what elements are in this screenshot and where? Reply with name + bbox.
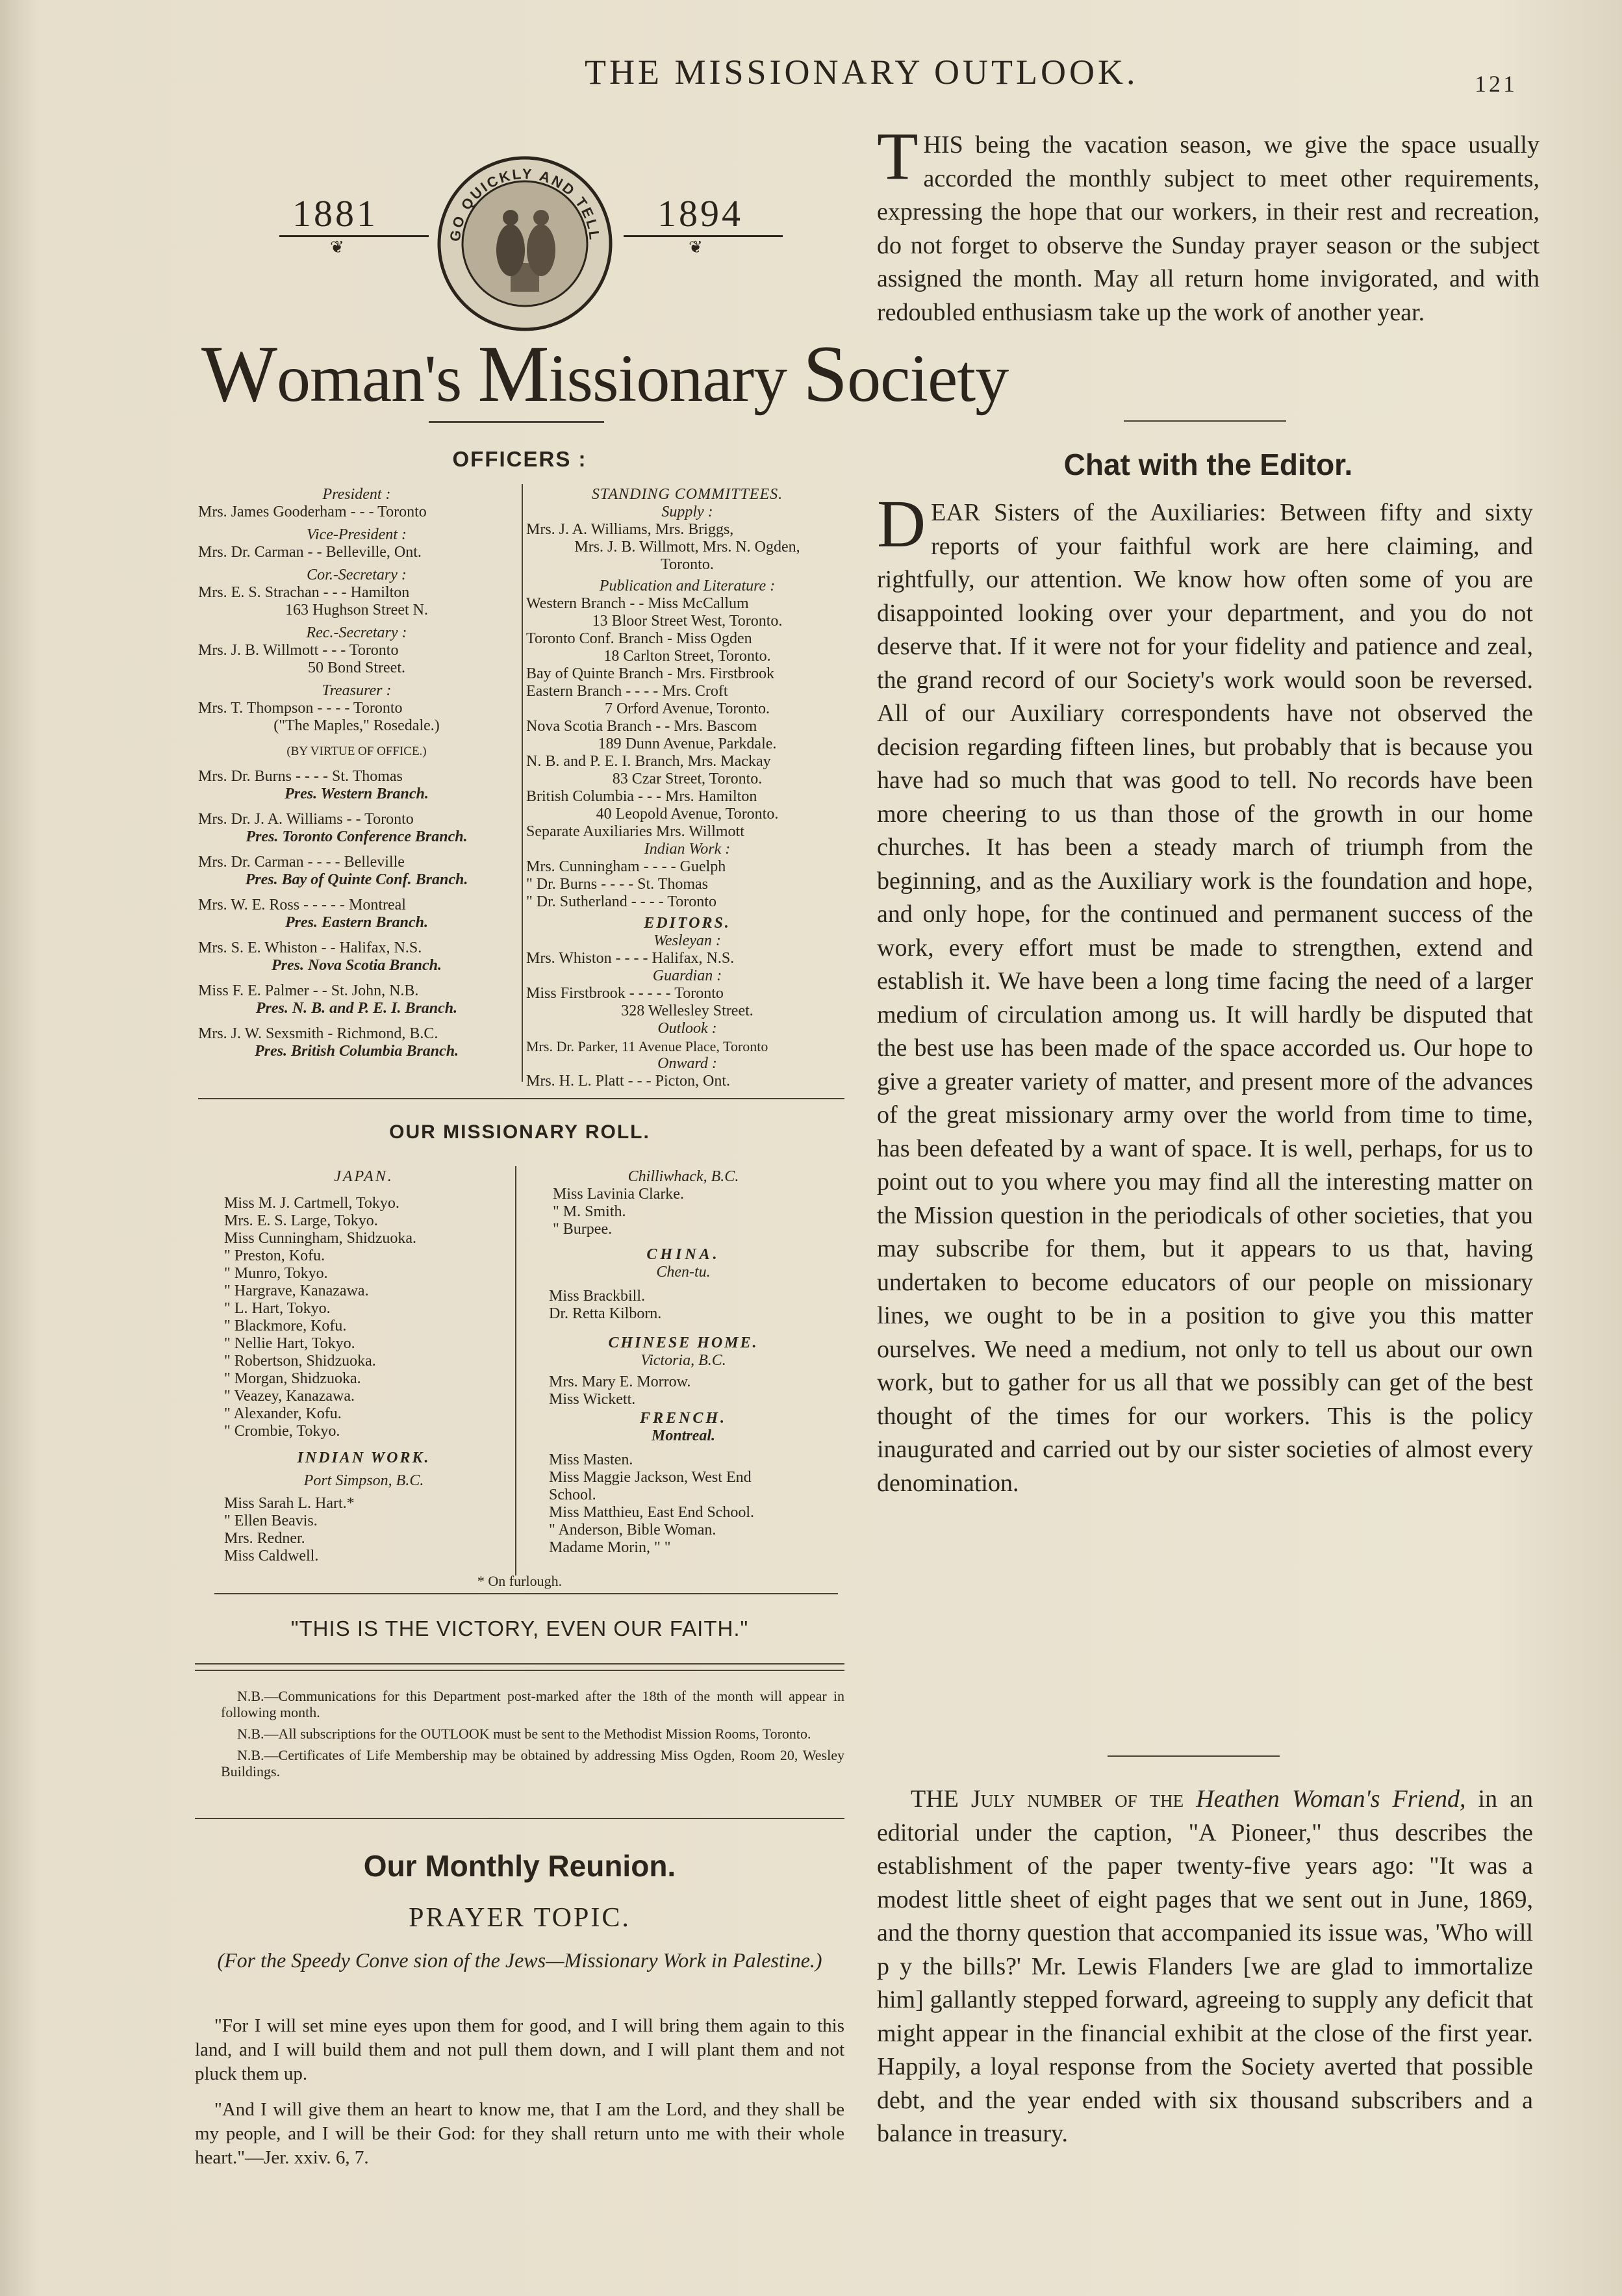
list-item: " Hargrave, Kanazawa. [224, 1282, 369, 1299]
list-item: Miss Caldwell. [224, 1548, 319, 1564]
list-item: Dr. Retta Kilborn. [549, 1305, 662, 1322]
running-header: THE MISSIONARY OUTLOOK. [585, 53, 1139, 92]
society-seal-icon [434, 153, 616, 335]
vacation-paragraph: THIS being the vacation season, we give the space usually accorded the monthly subject to meet other requirements, expressing the hope that our workers, in their rest and recreation, do not forget to observe the Sunday prayer season or the subject assigned the month. May all return home invigorated, and with redoubled enthusiasm take up the work of another year. [877, 119, 1540, 326]
list-item: " Nellie Hart, Tokyo. [224, 1335, 355, 1352]
list-item: " Blackmore, Kofu. [224, 1318, 347, 1334]
committees-list: STANDING COMMITTEES. Supply : Mrs. J. A. Williams, Mrs. Briggs, Mrs. J. B. Willmott, Mrs. N. Ogden, Toronto. Publication and Literature : Western Branch - - Miss McCallum 13 Bloor Street West, Toronto. Toronto Conf. Branch - Miss Ogden 18 Carlton Street, Toronto. Bay of Quinte Branch - Mrs. Firstbrook Eastern Branch - - - - Mrs. Croft 7 Orford Avenue, Toronto. Nova Scotia Branch - - Mrs. Bascom 189 Dunn Avenue, Parkdale. N. B. and P. E. I. Branch, Mrs. Mackay 83 Czar Street, Toronto. British Columbia - - - Mrs. Hamilton 40 Leopold Avenue, Toronto. Separate Auxiliaries Mrs. Willmott Indian Work : Mrs. Cunningham - - - - Guelph " Dr. Burns - - - - St. Thomas " Dr. Sutherland - - - - Toronto EDITORS. Wesleyan : Mrs. Whiston - - - - Halifax, N.S. Guardian : Miss Firstbrook - - - - - Toronto 328 Wellesley Street. Outlook : Mrs. Dr. Parker, 11 Avenue Place, Toronto Onward : Mrs. H. L. Platt - - - Picton, Ont. [526, 486, 800, 1090]
chat-heading: Chat with the Editor. [1063, 448, 1353, 481]
rule [195, 1818, 844, 1819]
list-item: " L. Hart, Tokyo. [224, 1300, 331, 1317]
prayer-subject: (For the Speedy Conve sion of the Jews—Missionary Work in Palestine.) [217, 1948, 822, 1972]
list-item: Miss Brackbill. [549, 1288, 645, 1305]
list-item: Miss Sarah L. Hart.* [224, 1495, 355, 1512]
furlough-note: * On furlough. [477, 1573, 563, 1589]
society-title: Woman's Missionary Society [201, 329, 1009, 418]
roll-right-column: Chilliwhack, B.C. Miss Lavinia Clarke. " M. Smith. " Burpee. CHINA. Chen-tu. Miss Brackbill. Dr. Retta Kilborn. CHINESE HOME. Victoria, B.C. Mrs. Mary E. Morrow. Miss Wickett. FRENCH. Montreal. Miss Masten. Miss Maggie Jackson, West End School. Miss Matthieu, East End School. " Anderson, Bible Woman. Madame Morin, " " [518, 1168, 849, 1557]
list-item: " Munro, Tokyo. [224, 1265, 328, 1282]
list-item: " Preston, Kofu. [224, 1247, 325, 1264]
list-item: Miss Lavinia Clarke. [553, 1186, 684, 1203]
list-item: Miss Matthieu, East End School. [549, 1504, 754, 1521]
list-item: " Anderson, Bible Woman. [549, 1522, 716, 1538]
rule [198, 1098, 844, 1099]
ornament-icon: ❦ [689, 238, 703, 257]
rule [214, 1593, 838, 1594]
column-rule [522, 484, 523, 1082]
list-item: Mrs. Mary E. Morrow. [549, 1373, 691, 1390]
list-item: Miss Maggie Jackson, West End [549, 1469, 752, 1486]
rule [429, 421, 604, 423]
seal-text: GO QUICKLY AND TELL [446, 165, 603, 242]
officers-list: President : Mrs. James Gooderham - - - Toronto Vice-President : Mrs. Dr. Carman - - Belleville, Ont. Cor.-Secretary : Mrs. E. S. Strachan - - - Hamilton 163 Hughson Street N. Rec.-Secretary : Mrs. J. B. Willmott - - - Toronto 50 Bond Street. Treasurer : Mrs. T. Thompson - - - - Toronto ("The Maples," Rosedale.) (BY VIRTUE OF OFFICE.) Mrs. Dr. Burns - - - - St. Thomas Pres. Western Branch. Mrs. Dr. J. A. Williams - - Toronto Pres. Toronto Conference Branch. Mrs. Dr. Carman - - - - Belleville Pres. Bay of Quinte Conf. Branch. Mrs. W. E. Ross - - - - - Montreal Pres. Eastern Branch. Mrs. S. E. Whiston - - Halifax, N.S. Pres. Nova Scotia Branch. Miss F. E. Palmer - - St. John, N.B. Pres. N. B. and P. E. I. Branch. Mrs. J. W. Sexsmith - Richmond, B.C. Pres. British Columbia Branch. [198, 486, 468, 1060]
list-item: " Alexander, Kofu. [224, 1405, 342, 1422]
list-item: " Ellen Beavis. [224, 1512, 318, 1529]
list-item: Mrs. Redner. [224, 1530, 305, 1547]
year-start: 1881 [292, 192, 378, 235]
list-item: " Crombie, Tokyo. [224, 1423, 340, 1440]
officers-heading: OFFICERS : [452, 447, 587, 471]
rule [1124, 420, 1286, 422]
list-item: Madame Morin, " " [549, 1539, 671, 1556]
list-item: " Morgan, Shidzuoka. [224, 1370, 361, 1387]
roll-heading: OUR MISSIONARY ROLL. [389, 1121, 650, 1143]
pioneer-paragraph: THE July number of the Heathen Woman's Friend, in an editorial under the caption, "A Pioneer," thus describes the establishment of the paper twenty-five years ago: "It was a modest little sheet of eight pages that we sent out in June, 1869, and the thorny question that accompanied its issue was, 'Who will p y the bills?' Mr. Lewis Flanders [we are glad to immortalize him] gallantly stepped forward, agreeing to supply any deficit that might appear in the financial exhibit at the close of the first year. Happily, a loyal response from the Society averted that possible debt, and the year ended with six thousand subscribers and a balance in treasury. [877, 1785, 1533, 2147]
list-item: Miss Masten. [549, 1451, 633, 1468]
rule [279, 235, 429, 237]
list-item: Miss Cunningham, Shidzuoka. [224, 1230, 417, 1247]
rule [195, 1670, 844, 1671]
list-item: " Robertson, Shidzuoka. [224, 1353, 376, 1370]
list-item: Mrs. E. S. Large, Tokyo. [224, 1212, 378, 1229]
motto: "THIS IS THE VICTORY, EVEN OUR FAITH." [290, 1616, 749, 1640]
reunion-quotes: "For I will set mine eyes upon them for good, and I will bring them again to this land, and I will build them and not pull them down, and I will plant them and not pluck them up. "And I will give them an heart to know me, that I am the Lord, and they shall be my people, and I will be their God: for they shall return unto me with their whole heart."—Jer. xxiv. 6, 7. [195, 2015, 844, 2168]
page-number: 121 [1475, 71, 1517, 97]
list-item: " M. Smith. [553, 1203, 626, 1220]
list-item: " Veazey, Kanazawa. [224, 1388, 355, 1405]
chat-paragraph: DEAR Sisters of the Auxiliaries: Between fifty and sixty reports of your faithful work are here claiming, and rightfully, our attention. We know how often some of you are disappointed looking over your department, and you do not deserve that. If it were not for your fidelity and patience and zeal, the grand record of our Society's work would soon be reversed. All of our Auxiliary correspondents have not observed the decision regarding fifteen lines, but probably that is because you have had so much that was good to tell. No records have been more cheering to us than those of the growth in our home churches. It has been a steady march of triumph from the beginning, and as the Auxiliary work is the foundation and hope, and only hope, for the continued and permanent success of the work, every effort must be made to strengthen, extend and establish it. We have been a long time facing the need of a larger medium of circulation among us. It will hardly be disputed that the best use has been made of the space accorded us. Our hope to give a greater variety of matter, and present more of the advances of the great missionary army over the world from time to time, has been defeated by a want of space. It is well, perhaps, for us to point out to you where you may find all the interesting matter on the Mission question in the periodicals of other societies, that you may subscribe for them, but it appears to us that, having undertaken to become educators of our people on missionary lines, we ought to be in a position to give you this matter ourselves. We need a medium, not only to tell us about our own work, but to gather for us all that we possibly can get of the best thought of the times for our workers. This is the policy inaugurated and carried out by our sister societies of almost every denomination. [877, 487, 1533, 1497]
prayer-topic: PRAYER TOPIC. [409, 1903, 631, 1933]
roll-left-column: JAPAN. Miss M. J. Cartmell, Tokyo. Mrs. E. S. Large, Tokyo. Miss Cunningham, Shidzuoka. " Preston, Kofu. " Munro, Tokyo. " Hargrave, Kanazawa. " L. Hart, Tokyo. " Blackmore, Kofu. " Nellie Hart, Tokyo. " Robertson, Shidzuoka. " Morgan, Shidzuoka. " Veazey, Kanazawa. " Alexander, Kofu. " Crombie, Tokyo. INDIAN WORK. Port Simpson, B.C. Miss Sarah L. Hart.* " Ellen Beavis. Mrs. Redner. Miss Caldwell. [224, 1168, 503, 1565]
ornament-icon: ❦ [330, 238, 344, 257]
list-item: Miss M. J. Cartmell, Tokyo. [224, 1195, 399, 1212]
list-item: School. [549, 1486, 596, 1503]
rule [1108, 1755, 1280, 1757]
column-rule [515, 1166, 516, 1575]
year-end: 1894 [657, 192, 743, 235]
reunion-heading: Our Monthly Reunion. [363, 1849, 676, 1883]
list-item: Miss Wickett. [549, 1391, 636, 1408]
notes: N.B.—Communications for this Department post-marked after the 18th of the month will appear in following month. N.B.—All subscriptions for the OUTLOOK must be sent to the Methodist Mission Rooms, Toronto. N.B.—Certificates of Life Membership may be obtained by addressing Miss Ogden, Room 20, Wesley Buildings. [221, 1688, 844, 1779]
rule [195, 1663, 844, 1665]
rule [624, 235, 783, 237]
list-item: " Burpee. [553, 1221, 613, 1238]
